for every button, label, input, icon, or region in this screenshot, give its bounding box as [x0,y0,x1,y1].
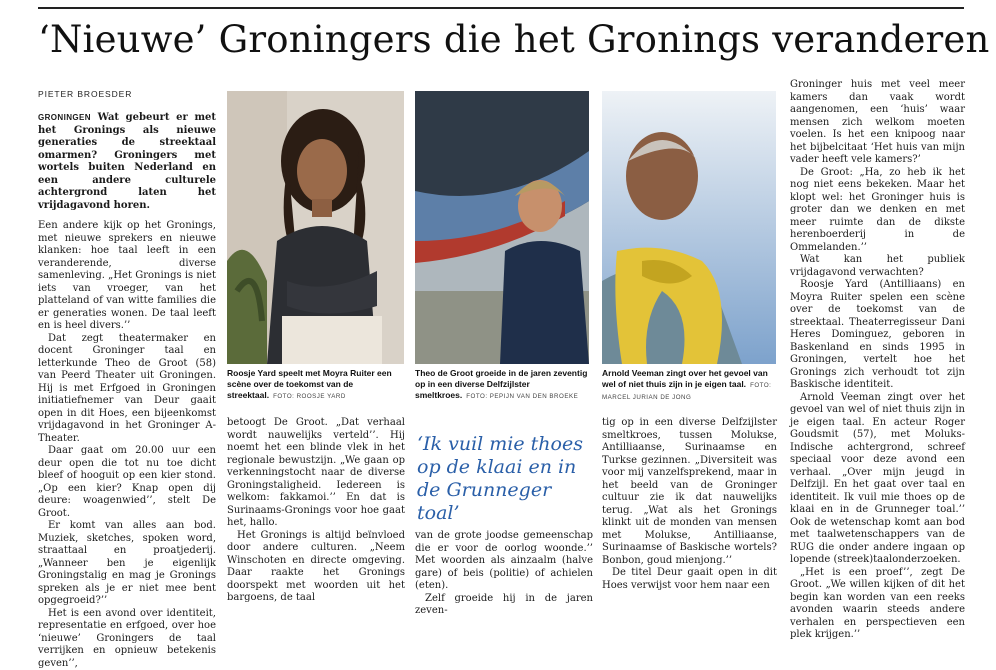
photo-theo-de-groot [415,91,589,364]
body-paragraph: Er komt van alles aan bod. Muziek, sketches, spoken word, straattaal en proatjederij. „Wanneer ben je eigenlijk Groningstalig en mag je Gronings spreken als je er niet mee bent opgegroeid?’’ [38,520,216,608]
caption-text: Theo de Groot groeide in de jaren zeventig op in een diverse Delfzijlster smeltkroes. [415,368,587,400]
body-paragraph: Zelf groeide hij in de jaren zeven- [415,593,593,618]
lead-text: Wat gebeurt er met het Gronings als nieuwe generaties de streektaal omarmen? Groningers met wortels buiten Nederland en een andere culturele achtergrond laten het vrijdagavond horen. [38,112,216,211]
photo-caption-2 [415,368,590,402]
body-paragraph: tig op in een diverse Delfzijlster smeltkroes, tussen Molukse, Antilliaanse, Surinaamse en Turkse gezinnen. „Diversiteit was voor mij vanzelfsprekend, maar in het beeld van de Groninger cultuur zie ik dat nauwelijks terug. „Wat als het Gronings klinkt uit de monden van mensen met Molukse, Antilliaanse, Surinaamse of Baskische wortels? Bonbon, goud mienjong.’’ [602,417,777,567]
lead-paragraph [38,112,216,212]
body-paragraph: „Het is een proef’’, zegt De Groot. „We willen kijken of dit het begin kan worden van een reeks avonden waarin steeds andere verhalen en perspectieven een plek krijgen.’’ [790,567,965,642]
body-paragraph: Het is een avond over identiteit, representatie en erfgoed, over hoe ‘nieuwe’ Groningers de taal verrijken en opnieuw betekenis geven’’, [38,608,216,670]
article-column-1 [38,112,216,630]
headline: ‘Nieuwe’ Groningers die het Gronings veranderen [38,16,968,64]
body-paragraph: Arnold Veeman zingt over het gevoel van wel of niet thuis zijn in je eigen taal. En acteur Roger Goudsmit (57), met Moluks-Indische achtergrond, schreef speciaal voor deze avond een verhaal. „Over mijn jeugd in Delfzijl. En het gaat over taal en identiteit. Ik vuil mie thoes op de klaai en in de Grunneger toal.’’ Ook de wetenschap komt aan bod met taalwetenschappers van de RUG die onder andere ingaan op lopende (streek)taalonderzoeken. [790,392,965,567]
article-column-3 [415,530,593,630]
man-with-scarf-icon [602,91,776,364]
body-paragraph: Daar gaat om 20.00 uur een deur open die tot nu toe dicht bleef of hooguit op een kier stond. „Op een kier? Knap open dij deure: woagenwied’’, stelt De Groot. [38,445,216,520]
photo-roosje-yard [227,91,404,364]
byline: PIETER BROESDER [38,89,132,99]
woman-portrait-icon [227,91,404,364]
body-paragraph: De Groot: „Ha, zo heb ik het nog niet eens bekeken. Maar het klopt wel: het Groninger huis is groter dan we denken en met meer ruimte dan de dikste herenboerderij in de Ommelanden.’’ [790,167,965,255]
photo-arnold-veeman [602,91,776,364]
body-paragraph: Wat kan het publiek vrijdagavond verwachten? [790,254,965,279]
article-column-2 [227,417,405,630]
body-paragraph: De titel Deur gaait open in dit Hoes verwijst voor hem naar een [602,567,777,592]
body-paragraph: Een andere kijk op het Gronings, met nieuwe sprekers en nieuwe klanken: hoe taal leeft in een veranderende, diverse samenleving. „Het Gronings is niet iets van vroeger, van het platteland of van witte families die er generaties wonen. De taal leeft en is heel divers.’’ [38,220,216,333]
caption-text: Arnold Veeman zingt over het gevoel van wel of niet thuis zijn in je eigen taal. [602,368,768,389]
photo-caption-1 [227,368,405,402]
body-paragraph: Groninger huis met veel meer kamers dan vaak wordt aangenomen, een ‘huis’ waar mensen zich welkom moeten voelen. Is het een knipoog naar het bijbelcitaat ‘Het huis van mijn vader heeft vele kamers?’ [790,79,965,167]
article-column-4 [602,417,777,630]
body-paragraph: Dat zegt theatermaker en docent Groninger taal en letterkunde Theo de Groot (58) van Peerd Theater uit Groningen. Hij is met Erfgoed in Groningen initiatiefnemer van Deur gaait open in dit Hoes, een bijeenkomst vrijdagavond in het Groninger A-Theater. [38,333,216,446]
article-column-5 [790,79,965,630]
body-paragraph: Roosje Yard (Antilliaans) en Moyra Ruiter spelen een scène over de toekomst van de streektaal. Theaterregisseur Dani Heres Dominguez, geboren in Baskenland en sinds 1995 in Groningen, vertelt hoe het Gronings zich verhoudt tot zijn Baskische identiteit. [790,279,965,392]
top-rule [38,7,964,9]
photo-credit: FOTO: ROOSJE YARD [273,393,346,400]
dateline: GRONINGEN [38,113,91,122]
photo-credit: FOTO: MARCEL JURIAN DE JONG [602,382,771,401]
body-paragraph: betoogt De Groot. „Dat verhaal wordt nauwelijks verteld’’. Hij noemt het een blinde vlek in het regionale bewustzijn. „We gaan op verkenningstocht naar de diverse Groningstaligheid. Iedereen is welkom: fakkamoi.’’ En dat is Surinaams-Gronings voor hoe gaat het, hallo. [227,417,405,530]
photo-credit: FOTO: PEPIJN VAN DEN BROEKE [466,393,578,400]
body-paragraph: van de grote joodse gemeenschap die er voor de oorlog woonde.’’ Met woorden als ainzaalm (halve gare) of beis (politie) of achielen (eten). [415,530,593,593]
body-paragraph: Het Gronings is altijd beïnvloed door andere culturen. „Neem Winschoten en directe omgeving. Daar raakte het Gronings doorspekt met woorden uit het bargoens, de taal [227,530,405,605]
caption-text: Roosje Yard speelt met Moyra Ruiter een scène over de toekomst van de streektaal. [227,368,392,400]
pull-quote: ‘Ik vuil mie thoes op de klaai en in de Grunneger toal’ [417,433,595,525]
man-by-ship-icon [415,91,589,364]
photo-caption-3 [602,368,777,403]
